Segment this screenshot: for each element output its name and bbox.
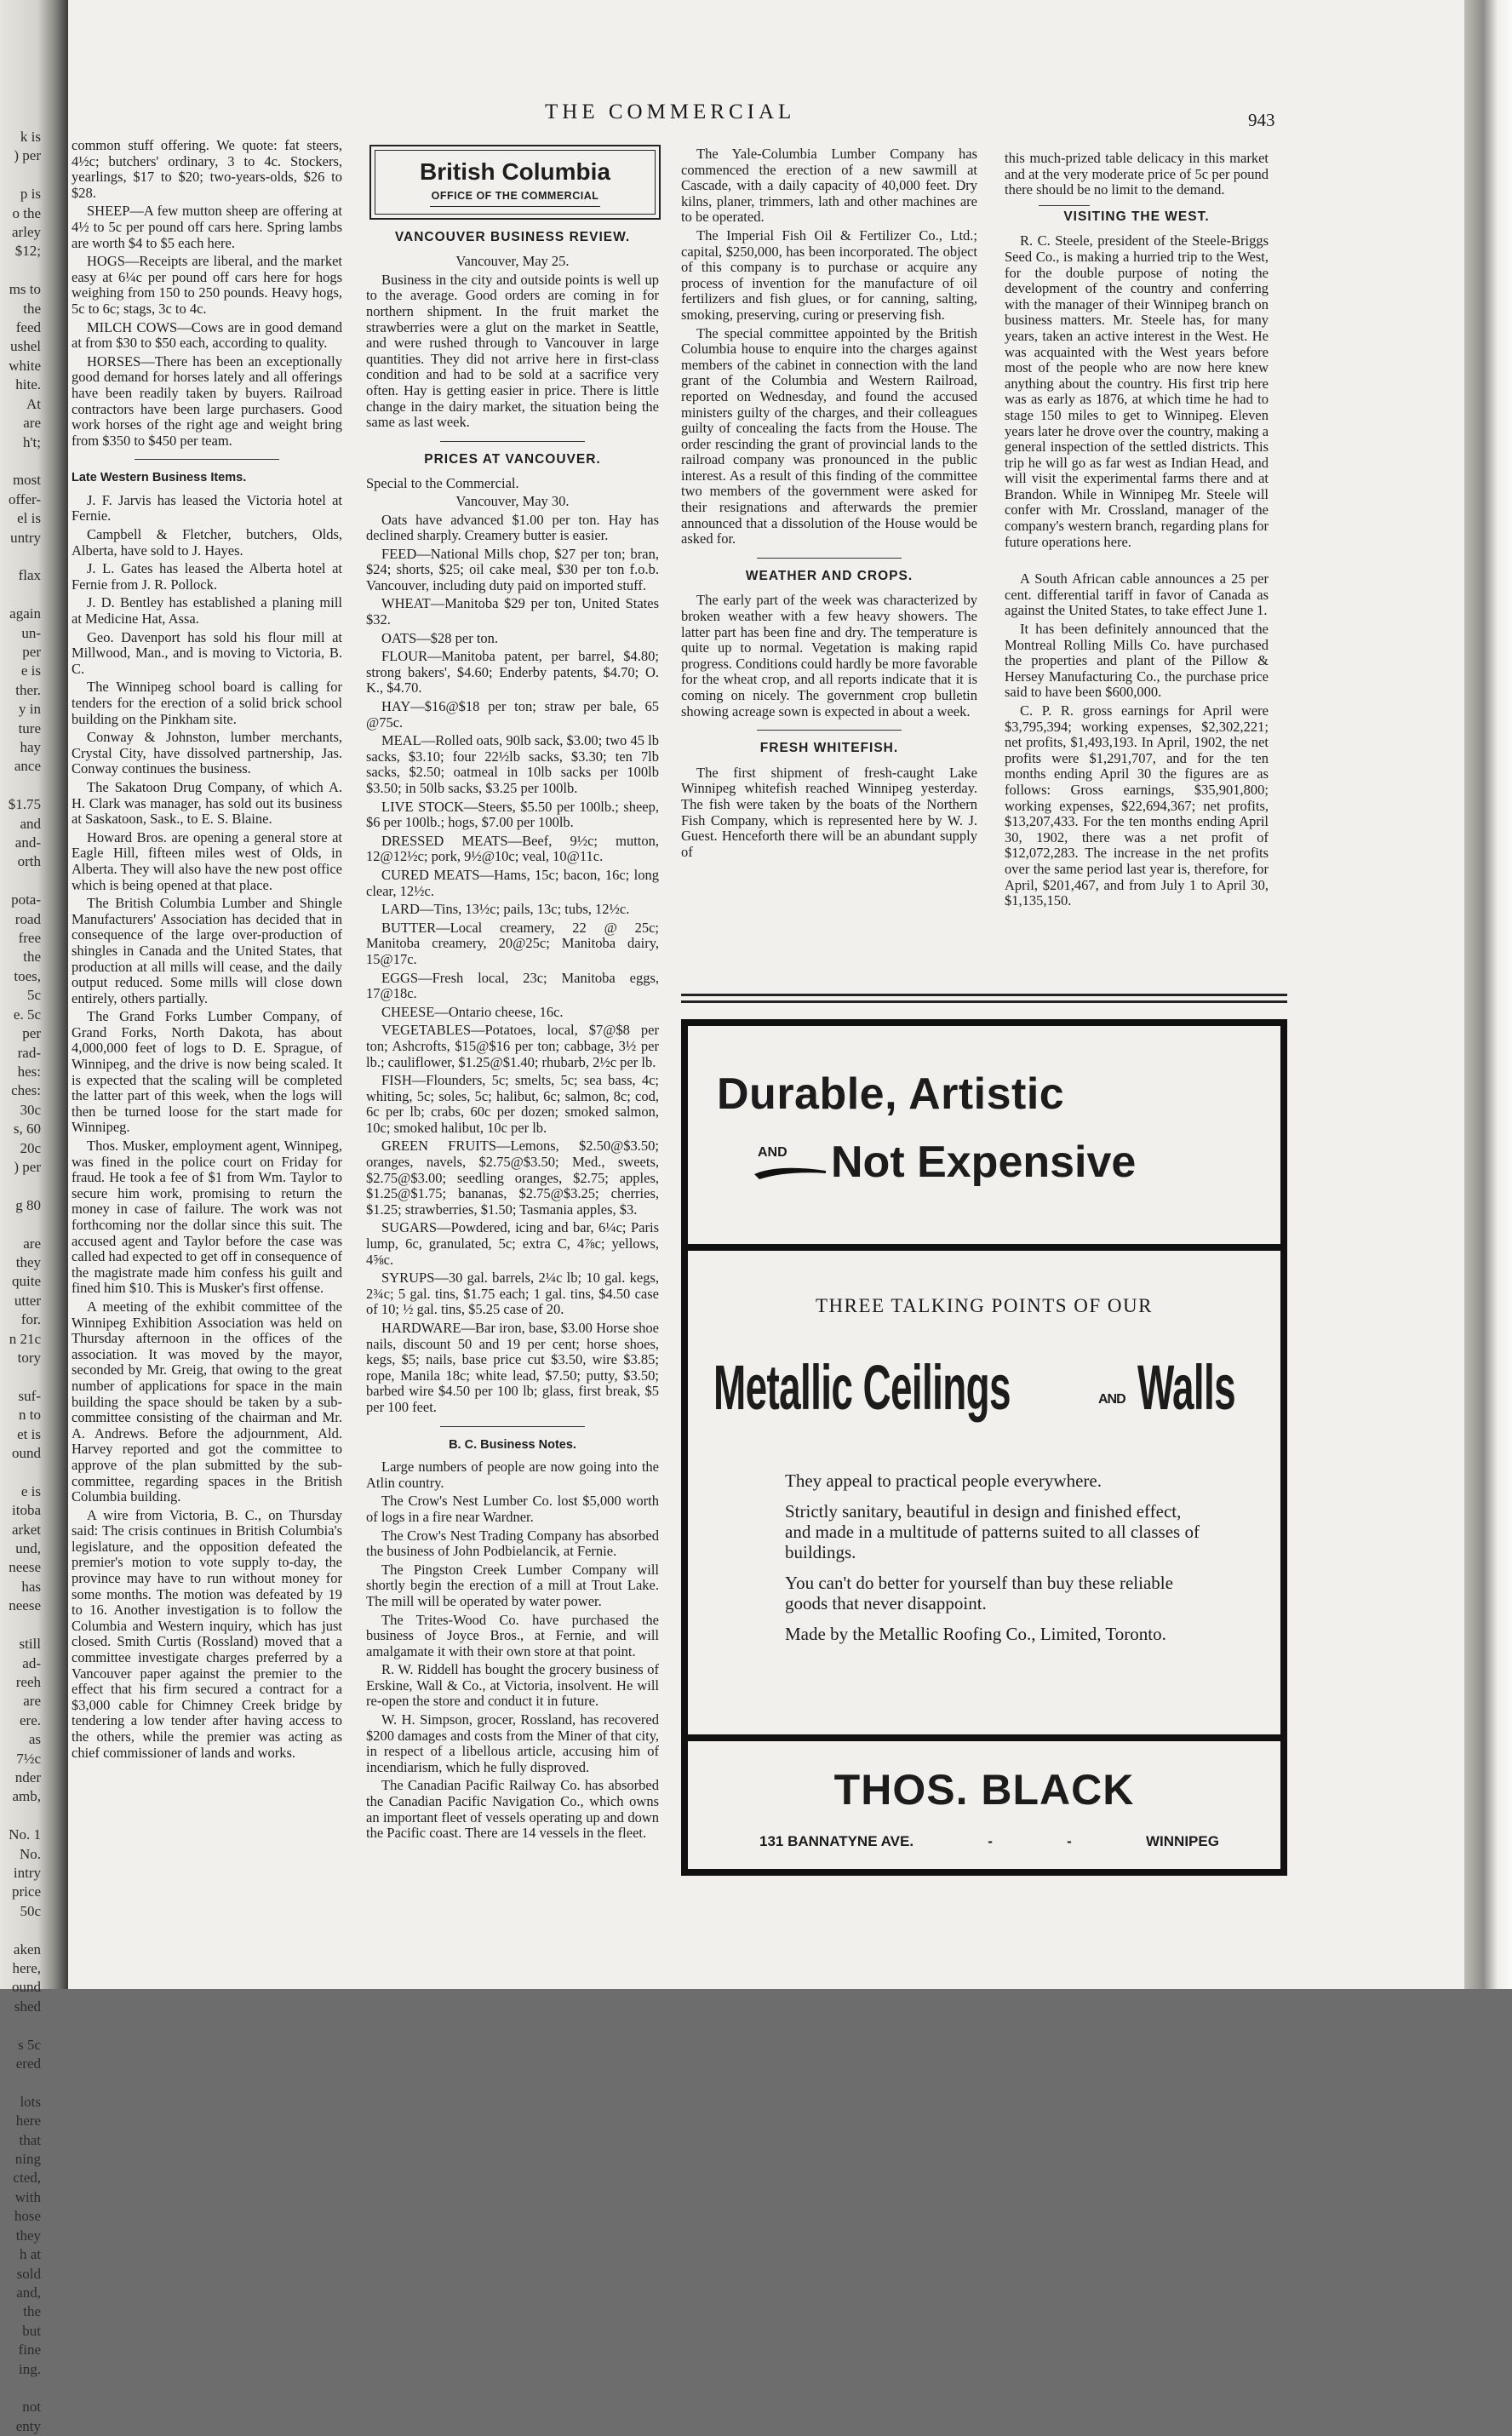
bc-note: The Crow's Nest Lumber Co. lost $5,000 worth of logs in a fire near Wardner. — [366, 1493, 659, 1525]
left-fragment: orth — [17, 853, 41, 870]
left-fragment: 7½c — [16, 1750, 41, 1767]
left-fragment — [0, 1463, 41, 1482]
left-fragment: ) per — [14, 1158, 41, 1175]
ad-product-walls: Walls — [1137, 1352, 1236, 1423]
market-paragraph: HORSES—There has been an exceptionally good demand for horses lately and all offerings have been readily taken by buyers. Railroad contractors have been large purchasers. Good work horses of the right age and weight bring from $350 to $450 per team. — [72, 353, 342, 449]
ad-and-2: AND — [1098, 1392, 1125, 1407]
divider — [440, 441, 585, 442]
ad-product-metallic-ceilings: Metallic Ceilings — [713, 1352, 1011, 1423]
left-fragment: und, — [15, 1540, 41, 1557]
left-fragment: p is — [20, 186, 41, 203]
left-fragment: el is — [17, 510, 41, 527]
left-fragment: ture — [18, 719, 41, 737]
price-item: CURED MEATS—Hams, 15c; bacon, 16c; long clear, 12½c. — [366, 866, 659, 899]
price-item: SUGARS—Powdered, icing and bar, 6¼c; Paris lump, 6c, granulated, 5c; extra C, 4⅞c; yellows, 4⅝c. — [366, 1219, 659, 1268]
price-item: LARD—Tins, 13½c; pails, 13c; tubs, 12½c. — [381, 901, 630, 918]
left-fragment: itoba — [12, 1502, 41, 1519]
left-fragment — [0, 452, 41, 471]
left-fragment: road — [14, 910, 41, 927]
news-paragraph: The Imperial Fish Oil & Fertilizer Co., Ltd.; capital, $250,000, has been incorporated. The object of this company is to purchase or acquire any process of invention for the manufacture of oil fertilizers and fish glues, or for canning, salting, smoking, preserving, curing or preserving fish. — [681, 226, 977, 323]
left-fragment: are — [23, 1693, 41, 1710]
page-edge — [1464, 0, 1512, 1989]
left-fragment: 20c — [20, 1139, 41, 1156]
left-fragment: sold — [16, 2265, 41, 2282]
late-western-heading: Late Western Business Items. — [72, 471, 247, 485]
left-fragment: ushel — [10, 338, 41, 355]
bc-note: The Crow's Nest Trading Company has absorbed the business of John Podbielancik, at Fernie. — [366, 1527, 659, 1560]
news-paragraph: The special committee appointed by the British Columbia house to enquire into the charges against members of the cabinet in connection with the land grant of the Columbia and Western Railroad, reported on Wednesday, and found the accused ministers guilty of the charges, and their colleagues guilty of concealing the facts from the House. The order rescinding the grant of provincial lands to the railroad company was pronounced in the public interest. As a result of this finding of the committee two members of the government were asked for their resignations and afterwards the premier announced that a dissolution of the House would be asked for. — [681, 324, 977, 547]
left-fragment: aken — [13, 1940, 41, 1957]
news-item: Geo. Davenport has sold his flour mill at Millwood, Man., and is moving to Victoria, B. C. — [72, 628, 342, 677]
left-fragment: quite — [12, 1273, 41, 1290]
masthead: THE COMMERCIAL — [545, 100, 796, 123]
bc-note: R. W. Riddell has bought the grocery business of Erskine, Wall & Co., at Victoria, insolvent. He will re-open the store and conduct it in future. — [366, 1661, 659, 1710]
left-fragment — [0, 2073, 41, 2092]
left-fragment: the — [23, 949, 41, 966]
bc-box-title: British Columbia — [419, 158, 610, 185]
bc-notes-heading: B. C. Business Notes. — [449, 1437, 576, 1452]
news-item: The British Columbia Lumber and Shingle Manufacturers' Association has decided that in consequence of the large over-production of shingles in Canada and the United States, that production at all mills will cease, and the daily output reduced. Some mills will close down entirely, others partially. — [72, 895, 342, 1006]
left-fragment: hite. — [15, 376, 41, 393]
price-item: GREEN FRUITS—Lemons, $2.50@$3.50; oranges, navels, $2.75@$3.50; Med., sweets, $2.75@$3.00; seedling oranges, $2.75; apples, $1.25@$1.75; bananas, $2.75@$3.25; cherries, $1.25; strawberries, $1.50; Tasmania apples, $3. — [366, 1138, 659, 1218]
left-fragment: arket — [12, 1521, 41, 1538]
column-3 — [681, 146, 977, 863]
divider — [440, 1426, 585, 1427]
left-fragment — [0, 1177, 41, 1195]
price-item: CHEESE—Ontario cheese, 16c. — [381, 1003, 564, 1020]
bc-news — [681, 146, 977, 547]
left-fragment: free — [18, 930, 41, 947]
left-fragment — [0, 1921, 41, 1940]
prices-dateline: Vancouver, May 30. — [455, 492, 570, 509]
price-item: FEED—National Mills chop, $27 per ton; bran, $24; shorts, $25; oil cake meal, $30 per ton f.o.b. Vancouver, including duty paid on imported stuff. — [366, 545, 659, 593]
left-fragment: reeh — [15, 1673, 41, 1690]
left-fragment: g 80 — [15, 1196, 41, 1213]
left-fragment: e. 5c — [13, 1006, 41, 1023]
left-fragment: $12; — [14, 243, 41, 260]
left-fragment: ere. — [19, 1711, 41, 1728]
left-fragment: $1.75 — [8, 796, 41, 813]
price-item: LIVE STOCK—Steers, $5.50 per 100lb.; sheep, $6 per 100lb.; hogs, $7.00 per 100lb. — [366, 798, 659, 831]
left-fragment: but — [22, 2322, 41, 2339]
prices-special: Special to the Commercial. — [366, 475, 519, 492]
news-item: Howard Bros. are opening a general store at Eagle Hill, fifteen miles west of Olds, in Alberta. They will also have the new post office which is being opened at that place. — [72, 828, 342, 893]
left-fragment: enty — [15, 2417, 41, 2434]
ad-body-line: Made by the Metallic Roofing Co., Limited, Toronto. — [785, 1624, 1166, 1644]
price-item: MEAL—Rolled oats, 90lb sack, $3.00; two 45 lb sacks, $3.10; four 22½lb sacks, $3.30; ten 7lb sacks, $2.50; oatmeal in 10lb sacks per 100lb $3.50; in 50lb sacks, $3.25 per 100lb. — [366, 732, 659, 796]
ad-talking-points: THREE TALKING POINTS OF OUR — [815, 1295, 1153, 1316]
left-fragment: for. — [20, 1311, 41, 1328]
whitefish-text: The first shipment of fresh-caught Lake Winnipeg whitefish reached Winnipeg yesterday. The fish were taken by the boats of the Northern Fish Company, which is represented here by W. J. Guest. Henceforth there will be an abundant supply of — [681, 764, 977, 860]
price-item: VEGETABLES—Potatoes, local, $7@$8 per ton; Ashcrofts, $15@$16 per ton; cabbage, 3½ per lb.; cauliflower, $1.25@$1.40; rhubarb, 2½c per lb. — [366, 1022, 659, 1070]
column-4 — [1005, 151, 1269, 912]
left-fragment: offer- — [8, 490, 41, 507]
left-fragment: per — [22, 643, 41, 660]
ad-body-line: Strictly sanitary, beautiful in design and finished effect, and made in a multitude of patterns suited to all classes of buildings. — [785, 1501, 1200, 1562]
left-fragment: o the — [12, 204, 41, 221]
british-columbia-box — [369, 145, 661, 220]
price-item: FISH—Flounders, 5c; smelts, 5c; sea bass, 4c; whiting, 5c; soles, 5c; halibut, 6c; salmon, 8c; cod, 6c per lb; crabs, 60c per dozen; smoked salmon, 10c; smoked halibut, 10c per lb. — [366, 1072, 659, 1136]
left-fragment — [0, 1215, 41, 1234]
left-fragment: the — [23, 2303, 41, 2320]
market-paragraph: common stuff offering. We quote: fat steers, 4½c; butchers' ordinary, 3 to 4c. Stockers, yearlings, $17 to $20; two-years-olds, $26 to $28. — [72, 137, 342, 201]
left-fragment: ered — [15, 2055, 41, 2072]
left-fragment — [0, 166, 41, 185]
bc-note: The Trites-Wood Co. have purchased the business of Joyce Bros., at Fernie, and will amalgamate it with their own store at that point. — [366, 1611, 659, 1659]
bc-box-subtitle: OFFICE OF THE COMMERCIAL — [379, 188, 651, 207]
news-item: J. D. Bentley has established a planing mill at Medicine Hat, Assa. — [72, 594, 342, 628]
left-fragment: tory — [17, 1350, 41, 1366]
livestock-report — [72, 138, 342, 449]
left-fragment: white — [9, 357, 41, 374]
divider — [1039, 205, 1090, 206]
news-paragraph: The Yale-Columbia Lumber Company has commenced the erection of a new sawmill at Cascade, with a daily capacity of 40,000 feet. Dry kilns, planer, trimmers, lath and other machines are to be operated. — [681, 146, 977, 226]
left-fragment: ance — [14, 758, 41, 775]
news-paragraph: A South African cable announces a 25 per cent. differential tariff in favor of Canada as against the United States, to take effect June 1. — [1005, 570, 1269, 619]
left-fragment — [0, 2016, 41, 2035]
bc-note: W. H. Simpson, grocer, Rossland, has recovered $200 damages and costs from the Miner of that city, in respect of a libellous article, accusing him of incendiarism, which he fully disproved. — [366, 1711, 659, 1775]
ad-separator — [688, 1734, 1280, 1741]
price-item: WHEAT—Manitoba $29 per ton, United States $32. — [366, 595, 659, 628]
ad-headline-section — [688, 1026, 1280, 1249]
left-fragment: has — [21, 1578, 41, 1595]
left-fragment: here, — [12, 1960, 41, 1976]
ad-body-line: They appeal to practical people everywhere. — [785, 1470, 1102, 1491]
business-paragraphs — [1005, 571, 1269, 908]
left-fragment: 5c — [26, 987, 41, 1004]
left-fragment: No. 1 — [9, 1826, 41, 1843]
ad-headline-1: Durable, Artistic — [717, 1069, 1065, 1119]
left-fragment: shed — [14, 1998, 41, 2015]
bc-note: The Pingston Creek Lumber Company will shortly begin the erection of a mill at Trout Lake. The mill will be operated by water power. — [366, 1561, 659, 1609]
left-fragment: ) per — [14, 147, 41, 164]
whitefish-continued: this much-prized table delicacy in this market and at the very moderate price of 5c per pound there should be no limit to the demand. — [1005, 150, 1269, 198]
whitefish-heading: FRESH WHITEFISH. — [759, 741, 899, 756]
prices-heading: PRICES AT VANCOUVER. — [424, 451, 601, 467]
price-item: SYRUPS—30 gal. barrels, 2¼c lb; 10 gal. kegs, 2¾c; 5 gal. tins, $1.75 each; 1 gal. tins, $4.50 case of 10; ½ gal. tins, $5.25 case of 20. — [366, 1270, 659, 1318]
metallic-ceilings-advertisement — [681, 1019, 1287, 1876]
left-fragment: ches: — [11, 1082, 41, 1099]
left-fragment: as — [28, 1731, 41, 1748]
left-fragment: ther. — [15, 681, 41, 698]
left-fragment: neese — [9, 1597, 41, 1614]
news-item: J. L. Gates has leased the Alberta hotel at Fernie from J. R. Pollock. — [72, 560, 342, 593]
left-fragment: per — [22, 1025, 41, 1042]
left-fragment: arley — [12, 224, 41, 241]
divider — [757, 558, 902, 559]
review-dateline: Vancouver, May 25. — [455, 253, 570, 270]
ad-top-rule — [681, 1000, 1287, 1003]
left-fragment: ing. — [19, 2360, 41, 2377]
ad-body-line: You can't do better for yourself than buy these reliable goods that never disappoint. — [785, 1573, 1173, 1613]
ad-body-text — [785, 1470, 1202, 1654]
left-fragment — [0, 1807, 41, 1826]
left-fragment — [0, 872, 41, 891]
left-fragment: hose — [14, 2208, 41, 2225]
left-fragment: ound — [12, 1979, 41, 1996]
left-fragment: hes: — [17, 1063, 41, 1080]
left-fragment: utter — [14, 1292, 41, 1309]
left-fragment: rad- — [17, 1044, 41, 1061]
news-item: The Grand Forks Lumber Company, of Grand Forks, North Dakota, has about 4,000,000 feet of logs to D. E. Sprague, of Winnipeg, and the drive is now being scaled. It is expected that the scaling will be completed the latter part of this week, when the logs will then be turned loose for the start made for Winnipeg. — [72, 1008, 342, 1136]
late-western-items — [72, 493, 342, 1761]
left-fragment — [0, 547, 41, 566]
left-fragment: flax — [18, 567, 41, 584]
price-item: EGGS—Fresh local, 23c; Manitoba eggs, 17@18c. — [366, 969, 659, 1002]
page-number: 943 — [1248, 110, 1275, 130]
price-item: DRESSED MEATS—Beef, 9½c; mutton, 12@12½c; pork, 9½@10c; veal, 10@11c. — [366, 832, 659, 865]
left-fragment — [0, 261, 41, 280]
ad-address-line — [759, 1833, 1219, 1850]
weather-text: The early part of the week was characterized by broken weather with a few heavy showers. The latter part has been fine and dry. The temperature is quite up to normal. Vegetation is making rapid progress. Conditions could hardly be more favorable for the wheat crop, and all reports indicate that it is coming on nicely. The government crop bulletin showing acreage sown is expected in about a week. — [681, 592, 977, 719]
ad-top-rule — [681, 994, 1287, 996]
bc-notes — [366, 1459, 659, 1842]
left-fragment: cted, — [13, 2169, 41, 2187]
left-fragment: nder — [14, 1768, 41, 1785]
left-fragment: 50c — [20, 1902, 41, 1919]
review-text: Business in the city and outside points is well up to the average. Good orders are coming in for northern shipment. In the fruit market the strawberries were a glut on the market in Seattle, and were rushed through to Vancouver in large quantities. They did not arrive here in first-class condition and had to be sold at a sacrifice very often. Hay is getting easier in price. There is little change in the dairy market, the situation being the same as last week. — [366, 271, 659, 431]
left-fragment: At — [26, 395, 41, 412]
market-paragraph: HOGS—Receipts are liberal, and the market easy at 6¼c per pound off cars here for hogs weighing from 150 to 250 pounds. Heavy hogs, 5c to 6c; stags, 3c to 4c. — [72, 253, 342, 317]
news-paragraph: It has been definitely announced that the Montreal Rolling Mills Co. have purchased the properties and plant of the Pillow & Hersey Manufacturing Co., the purchase price said to have been $600,000. — [1005, 621, 1269, 701]
news-item: The Sakatoon Drug Company, of which A. H. Clark was manager, has sold out its business at Saskatoon, Sask., to E. S. Blaine. — [72, 778, 342, 828]
left-fragment: not — [22, 2399, 41, 2416]
left-fragment: s 5c — [18, 2036, 41, 2053]
left-fragment: ning — [14, 2151, 41, 2168]
left-fragment: the — [23, 300, 41, 317]
left-fragment: and, — [16, 2284, 41, 2301]
left-fragment: y in — [19, 701, 41, 718]
left-fragment: s, 60 — [13, 1121, 41, 1138]
news-paragraph: C. P. R. gross earnings for April were $3,795,394; working expenses, $2,302,221; net profits, $1,493,193. In April, 1902, the net profits were $1,291,707, and for the ten months ending April 30 the figures are as follows: Gross earnings, $35,901,800; working expenses, $22,694,367; net profits, $13,207,433. For the ten months ending April 30, 1902, there was a net profit of $12,072,283. The increase in the net profits over the same period last year is, therefore, for April, $201,467, and from July 1 to April 30, $1,135,150. — [1005, 702, 1269, 909]
column-1 — [72, 138, 342, 1763]
weather-heading: WEATHER AND CROPS. — [745, 568, 914, 583]
column-2 — [366, 145, 659, 1844]
ad-product-title — [713, 1351, 1241, 1445]
left-fragment: and — [20, 815, 41, 832]
left-fragment: untry — [10, 529, 41, 546]
left-fragment: are — [23, 1235, 41, 1252]
vancouver-review-heading: VANCOUVER BUSINESS REVIEW. — [394, 229, 631, 244]
bc-note: The Canadian Pacific Railway Co. has absorbed the Canadian Pacific Navigation Co., which owns an important fleet of vessels operating up and down the Pacific coast. There are 14 vessels in the fleet. — [366, 1777, 659, 1842]
left-fragment: price — [12, 1883, 41, 1900]
left-fragment: h't; — [22, 433, 41, 450]
left-fragment: they — [15, 1253, 41, 1270]
left-fragment: most — [12, 472, 41, 489]
left-fragment: toes, — [14, 967, 41, 984]
market-paragraph: SHEEP—A few mutton sheep are offering at 4½ to 5c per pound off cars here. Spring lambs are worth $4 to $5 each here. — [72, 203, 342, 251]
price-item: Oats have advanced $1.00 per ton. Hay has declined sharply. Creamery butter is easier. — [366, 511, 659, 544]
price-item: FLOUR—Manitoba patent, per barrel, $4.80; strong bakers', $4.60; Enderby patents, $4.70; O. K., $4.70. — [366, 648, 659, 696]
news-item: J. F. Jarvis has leased the Victoria hotel at Fernie. — [72, 491, 342, 524]
left-fragment: un- — [21, 624, 41, 641]
left-fragment: n to — [19, 1407, 41, 1424]
left-fragment: e is — [20, 1482, 41, 1499]
left-fragment: they — [15, 2227, 41, 2244]
left-fragment — [0, 777, 41, 795]
left-fragment: amb, — [12, 1788, 41, 1805]
news-item: A wire from Victoria, B. C., on Thursday said: The crisis continues in British Columbia's legislature, and the opposition defeated the premier's motion to vote supply to-day, the province may have to run without money for some months. The motion was defeated by 19 to 16. Another investigation is to follow the Columbia and Western inquiry, which has just closed. Smith Curtis (Rossland) moved that a committee investigate charges preferred by a Vancouver paper against the premier to the effect that his firm secured a contract for a $3,000 cable for Chimney Creek bridge by tendering a low tender after having access to the others, while the premier was acting as chief commissioner of lands and works. — [72, 1506, 342, 1761]
visiting-text: R. C. Steele, president of the Steele-Briggs Seed Co., is making a hurried trip to the West, for the double purpose of noting the development of the country and conferring with the manager of their Winnipeg branch on business matters. Mr. Steele has, for many years, taken an active interest in the West. He was acquainted with the West years before most of the people who are now here knew anything about the country. His first trip here was as early as 1876, at which time he had to stage 150 miles to get to Winnipeg. Eleven years later he drove over the country, making a general inspection of the settled districts. This trip he will go as far west as Indian Head, and will visit the experimental farms there and at Brandon. While in Winnipeg Mr. Steele will confer with Mr. Crossland, manager of the company's western branch, regarding plans for future operations here. — [1005, 232, 1269, 550]
swoosh-icon — [753, 1162, 828, 1181]
ad-company-name: THOS. BLACK — [833, 1766, 1135, 1814]
divider — [135, 459, 279, 460]
bc-note: Large numbers of people are now going into the Atlin country. — [366, 1459, 659, 1491]
left-fragment: pota- — [11, 891, 41, 908]
divider — [757, 730, 902, 731]
news-item: Campbell & Fletcher, butchers, Olds, Alberta, have sold to J. Hayes. — [72, 526, 342, 559]
price-item: OATS—$28 per ton. — [381, 629, 499, 646]
price-list — [366, 513, 659, 1416]
left-fragment: h at — [19, 2246, 41, 2263]
left-fragment — [0, 2379, 41, 2398]
left-fragment: fine — [18, 2341, 41, 2359]
left-fragment: ound — [12, 1445, 41, 1462]
ad-separator — [688, 1244, 1280, 1251]
price-item: BUTTER—Local creamery, 22 @ 25c; Manitoba creamery, 20@25c; Manitoba dairy, 15@17c. — [366, 919, 659, 967]
left-fragment: again — [9, 605, 41, 622]
left-fragment: suf- — [18, 1387, 41, 1404]
ad-dash: - — [988, 1833, 993, 1849]
news-item: The Winnipeg school board is calling for tenders for the erection of a solid brick school building on the Pinkham site. — [72, 679, 342, 727]
left-fragment: e is — [20, 662, 41, 679]
ad-city: WINNIPEG — [1146, 1833, 1219, 1849]
left-fragment: et is — [17, 1425, 41, 1442]
left-fragment: No. — [19, 1845, 41, 1862]
left-fragment: ms to — [9, 281, 41, 298]
left-fragment — [0, 586, 41, 605]
left-fragment: and- — [14, 834, 41, 851]
left-fragment: lots — [20, 2093, 41, 2110]
visiting-heading: VISITING THE WEST. — [1063, 209, 1210, 224]
ad-headline-2: Not Expensive — [831, 1138, 1137, 1187]
left-fragment: 30c — [20, 1101, 41, 1118]
left-fragment: that — [19, 2131, 41, 2148]
left-fragment: still — [19, 1636, 41, 1653]
left-fragment: k is — [20, 129, 41, 145]
news-item: Thos. Musker, employment agent, Winnipeg, was fined in the police court on Friday for fraud. He took a fee of $1 from Wm. Taylor to secure him work, promising to return the money in case of failure. The work was not forthcoming nor the dollar since this suit. The accused agent and Taylor before the case was called had expected to get off in consequence of the magistrate made him confess his guilt and fined him $10. This is Musker's first offense. — [72, 1138, 342, 1297]
left-fragment: n 21c — [9, 1330, 41, 1347]
left-fragment: hay — [20, 739, 41, 755]
price-item: HAY—$16@$18 per ton; straw per bale, 65 @75c. — [366, 698, 659, 731]
left-fragment: feed — [15, 319, 41, 336]
left-fragment: here — [15, 2112, 41, 2129]
price-item: HARDWARE—Bar iron, base, $3.00 Horse shoe nails, discount 50 and 19 per cent; horse shoes, kegs, $5; nails, base price cut $3.50, wire $3.85; rope, Manila 18c; white lead, $7.50; putty, $3.50; barbed wire $4.50 per 100 lb; glass, first break, $5 per 100 feet. — [366, 1320, 659, 1415]
left-fragment — [0, 1616, 41, 1635]
ad-address: 131 BANNATYNE AVE. — [759, 1833, 914, 1849]
left-fragment: are — [23, 415, 41, 432]
left-fragment: neese — [9, 1559, 41, 1576]
ad-and-1: AND — [758, 1145, 788, 1160]
left-fragment: intry — [13, 1864, 41, 1881]
news-item: Conway & Johnston, lumber merchants, Crystal City, have dissolved partnership, Jas. Conway continues the business. — [72, 729, 342, 777]
left-page-fragments — [0, 128, 41, 2436]
left-fragment — [0, 1367, 41, 1386]
left-fragment: ad- — [22, 1654, 41, 1671]
news-item: A meeting of the exhibit committee of the Winnipeg Exhibition Association was held on Thursday afternoon in the offices of the association. It was moved by the mayor, seconded by Mr. Greig, that owing to the great number of applications for space in the main building the space should be taken by a sub-committee consisting of the chairman and Mr. A. Andrews. Before the adjournment, Ald. Harvey reported and got the committee to approve of the plan submitted by the sub-committee, regarding spaces in the British Columbia building. — [72, 1298, 342, 1505]
left-fragment: with — [14, 2188, 41, 2205]
market-paragraph: MILCH COWS—Cows are in good demand at from $30 to $50 each, according to quality. — [72, 318, 342, 352]
ad-dash: - — [1067, 1833, 1072, 1849]
